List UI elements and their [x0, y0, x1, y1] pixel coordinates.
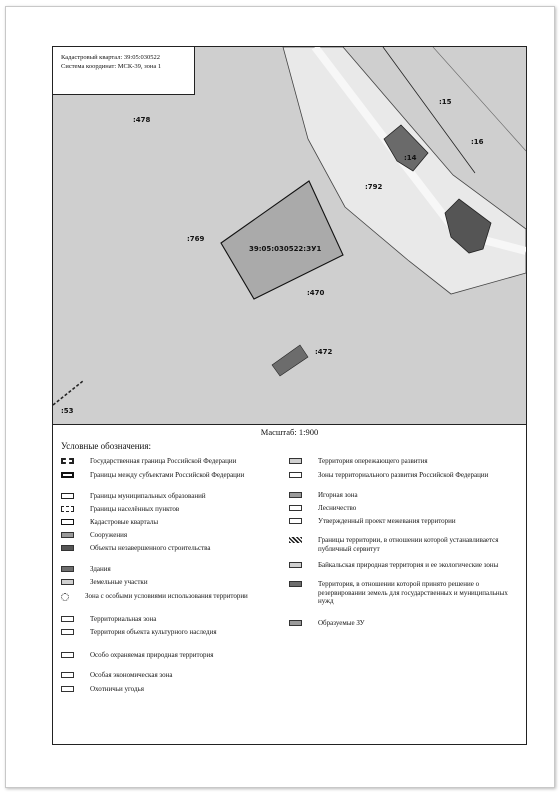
fill-darkgray-icon: [61, 566, 74, 572]
legend-item: [61, 457, 271, 466]
border-dashed-thick-icon: [61, 458, 74, 464]
parcel-zu1: [221, 181, 343, 299]
legend-item: [61, 592, 271, 601]
label-470: :470: [307, 289, 325, 297]
legend-item-label: Особая экономическая зона: [90, 671, 173, 679]
outline-icon: [289, 518, 302, 524]
fill-dark-icon: [61, 545, 74, 551]
dotted-circle-icon: [61, 593, 69, 601]
border-medium-icon: [61, 493, 74, 499]
fill-darkgray-icon: [289, 581, 302, 587]
outline-icon: [61, 672, 74, 678]
fill-gray-icon: [289, 620, 302, 626]
legend-item: [61, 685, 271, 694]
label-478: :478: [133, 116, 151, 124]
legend-item: [61, 492, 271, 501]
legend-item: [289, 561, 514, 570]
outline-icon: [61, 686, 74, 692]
legend-item-label: Образуемые ЗУ: [318, 619, 365, 627]
boundary-53: [53, 381, 83, 405]
label-16: :16: [471, 138, 484, 146]
label-53: :53: [61, 407, 74, 415]
legend-item-label: Здания: [90, 565, 111, 573]
cadastral-quarter: Кадастровый квартал: 39:05:030522: [61, 54, 161, 61]
legend-item: [289, 504, 514, 513]
legend-item: [61, 651, 271, 660]
outline-icon: [289, 505, 302, 511]
map-area: [53, 47, 526, 425]
legend-item: [289, 517, 514, 526]
legend-item: [289, 536, 514, 553]
legend-item-label: Территория опережающего развития: [318, 457, 428, 465]
legend-item: [61, 518, 271, 527]
legend-item-label: Байкальская природная территория и ее экологические зоны: [318, 561, 499, 569]
legend-item: [61, 565, 271, 574]
legend-item: [61, 628, 271, 637]
fill-gray-icon: [61, 532, 74, 538]
legend-item: [61, 544, 271, 553]
cadastral-scheme: [52, 46, 527, 745]
legend-item: [61, 671, 271, 680]
border-thin-icon: [61, 519, 74, 525]
map-graphics: [53, 47, 526, 424]
border-dashed-icon: [61, 506, 74, 512]
legend-item: [61, 578, 271, 587]
legend-item: [61, 505, 271, 514]
legend-item-label: Зона с особыми условиями использования территории: [85, 592, 248, 600]
legend-item-label: Игорная зона: [318, 491, 358, 499]
legend-item-label: Границы населённых пунктов: [90, 505, 180, 513]
legend-item-label: Охотничьи угодья: [90, 685, 144, 693]
fill-gray-icon: [289, 492, 302, 498]
legend-item: [289, 471, 514, 480]
hatch-icon: [289, 537, 302, 543]
legend-item-label: Территориальная зона: [90, 615, 157, 623]
legend-item-label: Государственная граница Российской Федерации: [90, 457, 237, 465]
legend-item: [61, 531, 271, 540]
legend-item-label: Территория, в отношении которой принято решение о резервировании земель для государственных и муниципальных нужд: [318, 580, 508, 605]
legend-title: Условные обозначения:: [61, 441, 152, 451]
legend-item-label: Территория объекта культурного наследия: [90, 628, 217, 636]
label-769: :769: [187, 235, 205, 243]
legend-item-label: Лесничество: [318, 504, 357, 512]
legend-item-label: Земельные участки: [90, 578, 148, 586]
scale-label: Масштаб: 1:900: [260, 427, 319, 437]
border-thick-icon: [61, 472, 74, 478]
legend-item-label: Сооружения: [90, 531, 128, 539]
outline-icon: [61, 629, 74, 635]
legend-item: [289, 580, 514, 606]
structure-472: [272, 345, 308, 376]
label-14: :14: [404, 154, 417, 162]
legend-item-label: Зоны территориального развития Российской Федерации: [318, 471, 489, 479]
legend-item: [289, 457, 514, 466]
label-15: :15: [439, 98, 452, 106]
coordinate-system: Система координат: МСК-39, зона 1: [61, 63, 162, 70]
legend-item-label: Границы муниципальных образований: [90, 492, 206, 500]
outline-icon: [289, 472, 302, 478]
legend-item-label: Границы территории, в отношении которой устанавливается публичный сервитут: [318, 536, 499, 553]
legend-item: [289, 491, 514, 500]
legend-item: [61, 615, 271, 624]
legend-item-label: Объекты незавершенного строительства: [90, 544, 211, 552]
fill-light-icon: [289, 458, 302, 464]
legend-item: [61, 471, 271, 480]
outline-icon: [61, 652, 74, 658]
map-info-box: [53, 47, 195, 95]
legend-item: [289, 619, 514, 628]
legend-item-label: Особо охраняемая природная территория: [90, 651, 214, 659]
fill-light-icon: [61, 579, 74, 585]
label-parcel-zu1: 39:05:030522:ЗУ1: [249, 245, 322, 253]
fill-light-icon: [289, 562, 302, 568]
legend-item-label: Границы между субъектами Российской Федерации: [90, 471, 245, 479]
legend-item-label: Утвержденный проект межевания территории: [318, 517, 456, 525]
outline-icon: [61, 616, 74, 622]
label-792: :792: [365, 183, 383, 191]
label-472: :472: [315, 348, 333, 356]
legend-item-label: Кадастровые кварталы: [90, 518, 159, 526]
